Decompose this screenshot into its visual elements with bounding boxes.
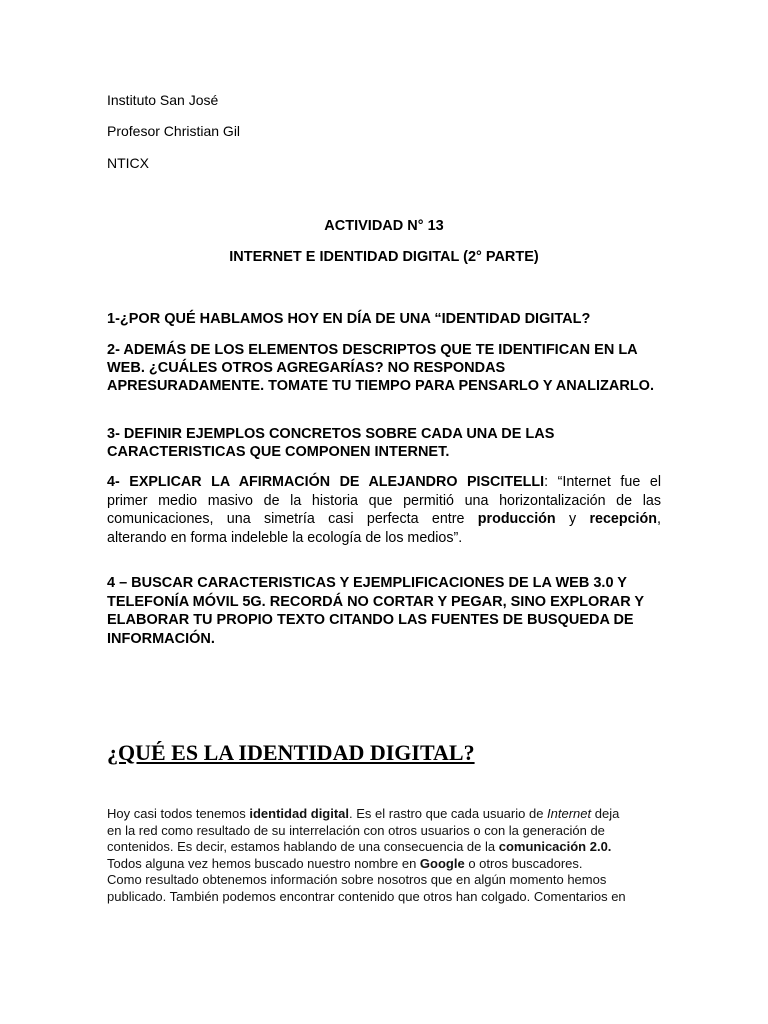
paragraph-line-4: Todos alguna vez hemos buscado nuestro nombre en Google o otros buscadores.: [107, 855, 583, 871]
activity-title: ACTIVIDAD N° 13: [324, 218, 444, 234]
paragraph-line-5: Como resultado obtenemos información sobre nosotros que en algún momento hemos: [107, 872, 607, 888]
question-4-line-4: alterando en forma indeleble la ecología de los medios”.: [107, 529, 463, 546]
paragraph-line-6: publicado. También podemos encontrar contenido que otros han colgado. Comentarios en: [107, 888, 626, 904]
paragraph-line-1: Hoy casi todos tenemos identidad digital. Es el rastro que cada usuario de Internet deja: [107, 806, 620, 821]
paragraph-line-3: contenidos. Es decir, estamos hablando de una consecuencia de la comunicación 2.0.: [107, 839, 612, 855]
question-4-line-1: 4- EXPLICAR LA AFIRMACIÓN DE ALEJANDRO PISCITELLI: “Internet fue el: [107, 474, 661, 490]
question-5: 4 – BUSCAR CARACTERISTICAS Y EJEMPLIFICACIONES DE LA WEB 3.0 Y TELEFONÍA MÓVIL 5G. RECORDÁ NO CORTAR Y PEGAR, SINO EXPLORAR Y ELABORAR TU PROPIO TEXTO CITANDO LAS FUENTES DE BUSQUEDA DE INFORMACIÓN.: [107, 575, 644, 647]
activity-subtitle: INTERNET E IDENTIDAD DIGITAL (2° PARTE): [229, 249, 539, 265]
question-4: [107, 473, 661, 547]
question-1: 1-¿POR QUÉ HABLAMOS HOY EN DÍA DE UNA “IDENTIDAD DIGITAL?: [107, 311, 591, 327]
paragraph-line-2: en la red como resultado de su interrelación con otros usuarios o con la generación de: [107, 822, 605, 838]
question-4-lead: 4- EXPLICAR LA AFIRMACIÓN DE ALEJANDRO PISCITELLI: [107, 474, 545, 490]
question-4-line-2: primer medio masivo de la historia que permitió una horizontalización de las: [107, 492, 661, 509]
teacher-name: Profesor Christian Gil: [107, 123, 241, 139]
course-name: NTICX: [107, 155, 149, 171]
section-heading: ¿QUÉ ES LA IDENTIDAD DIGITAL?: [107, 740, 475, 765]
question-2: 2- ADEMÁS DE LOS ELEMENTOS DESCRIPTOS QUE TE IDENTIFICAN EN LA WEB. ¿CUÁLES OTROS AGREGARÍAS? NO RESPONDAS APRESURADAMENTE. TOMATE TU TIEMPO PARA PENSARLO Y ANALIZARLO.: [107, 342, 654, 394]
question-4-line-3: comunicaciones, una simetría casi perfecta entre producción y recepción,: [107, 511, 661, 527]
institute-name: Instituto San José: [107, 92, 219, 108]
question-3: 3- DEFINIR EJEMPLOS CONCRETOS SOBRE CADA UNA DE LAS CARACTERISTICAS QUE COMPONEN INTERNET.: [107, 426, 555, 460]
section-paragraph: [107, 806, 667, 906]
